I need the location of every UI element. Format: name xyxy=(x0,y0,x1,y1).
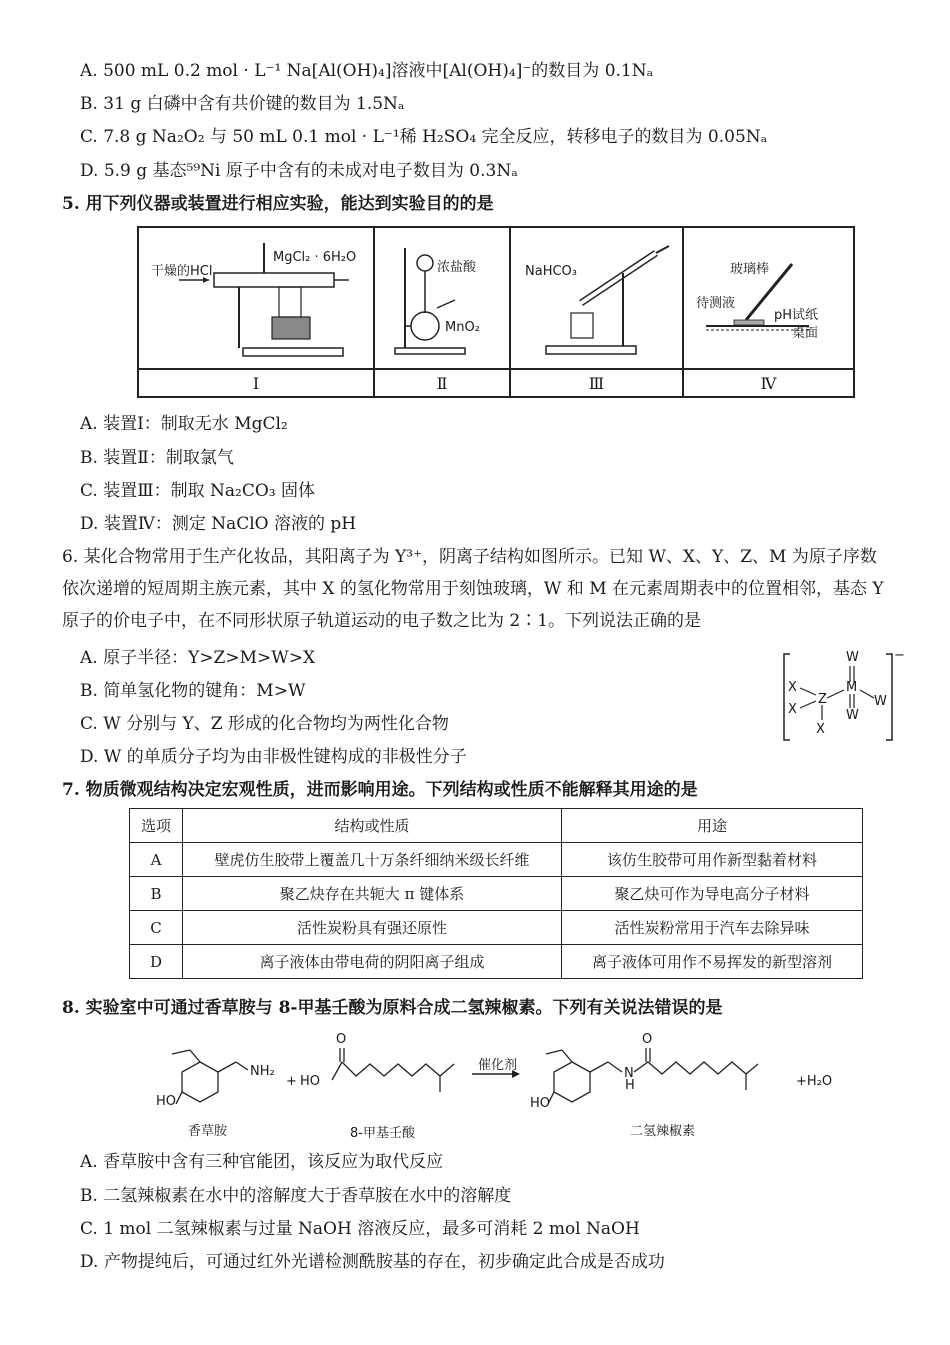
table-cell: A xyxy=(130,843,183,877)
q6-option-c: C. W 分别与 Y、Z 形成的化合物均为两性化合物 xyxy=(80,714,449,734)
label-nahco3: NaHCO₃ xyxy=(525,264,577,279)
atom-m: M xyxy=(846,680,858,695)
q6-stem: 6. 某化合物常用于生产化妆品，其阳离子为 Y³⁺，阴离子结构如图所示。已知 W、X、Y、Z、M 为原子序数依次递增的短周期主族元素，其中 X 的氢化物常用于刻蚀玻璃，W 和 M 在元素周期表中的位置相邻，基态 Y 原子的价电子中，在不同形状原子轨道运动的电子数之比为 2∶1。下列说法正确的是 xyxy=(62,547,884,631)
apparatus-iii xyxy=(511,228,684,368)
atom-x-bottom: X xyxy=(816,722,825,737)
label-water: +H₂O xyxy=(796,1074,833,1089)
atom-x-upper: X xyxy=(788,680,797,695)
q4-option-c: C. 7.8 g Na₂O₂ 与 50 mL 0.1 mol · L⁻¹稀 H₂SO₄ 完全反应，转移电子的数目为 0.05Nₐ xyxy=(80,127,768,147)
label-plus: + xyxy=(286,1074,297,1089)
q4-option-d: D. 5.9 g 基态⁵⁹Ni 原子中含有的未成对电子数目为 0.3Nₐ xyxy=(80,161,518,181)
atom-w-top: W xyxy=(846,650,859,665)
label-nh-h: H xyxy=(625,1078,635,1093)
numeral-iv: Ⅳ xyxy=(760,374,777,393)
label-nh2: NH₂ xyxy=(250,1064,275,1079)
label-glass-rod: 玻璃棒 xyxy=(730,262,770,277)
label-nh-n: N xyxy=(624,1066,634,1081)
label-ho-2: HO xyxy=(300,1074,321,1089)
label-ph-paper: pH试纸 xyxy=(774,308,819,323)
header-option: 选项 xyxy=(130,809,183,843)
name-vanillylamine: 香草胺 xyxy=(188,1124,228,1139)
anion-structure xyxy=(782,648,905,744)
q5-option-b: B. 装置Ⅱ：制取氯气 xyxy=(80,448,234,468)
q7-stem: 7. 物质微观结构决定宏观性质，进而影响用途。下列结构或性质不能解释其用途的是 xyxy=(62,780,698,800)
name-dihydrocapsaicin: 二氢辣椒素 xyxy=(630,1124,696,1139)
label-mno2: MnO₂ xyxy=(445,320,480,335)
table-cell: C xyxy=(130,911,183,945)
label-mgcl2: MgCl₂ · 6H₂O xyxy=(273,250,357,265)
label-conc-hcl: 浓盐酸 xyxy=(437,260,477,275)
table-cell: 聚乙炔可作为导电高分子材料 xyxy=(562,877,863,911)
q6-option-d: D. W 的单质分子均为由非极性键构成的非极性分子 xyxy=(80,747,467,767)
label-ho-3: HO xyxy=(530,1096,551,1111)
q4-option-a: A. 500 mL 0.2 mol · L⁻¹ Na[Al(OH)₄]溶液中[Al(OH)₄]⁻的数目为 0.1Nₐ xyxy=(80,61,654,81)
q8-option-a: A. 香草胺中含有三种官能团，该反应为取代反应 xyxy=(80,1152,444,1172)
label-catalyst: 催化剂 xyxy=(478,1058,518,1073)
q6-option-a: A. 原子半径：Y>Z>M>W>X xyxy=(80,648,316,668)
table-cell: D xyxy=(130,945,183,979)
q5-apparatus-table xyxy=(137,226,855,398)
atom-z: Z xyxy=(818,692,827,707)
q6-option-b: B. 简单氢化物的键角：M>W xyxy=(80,681,306,701)
header-structure: 结构或性质 xyxy=(183,809,562,843)
table-row xyxy=(130,877,863,911)
q8-option-b: B. 二氢辣椒素在水中的溶解度大于香草胺在水中的溶解度 xyxy=(80,1186,512,1206)
numeral-ii: Ⅱ xyxy=(375,370,511,398)
atom-x-lower: X xyxy=(788,702,797,717)
table-cell: 壁虎仿生胶带上覆盖几十万条纤细纳米级长纤维 xyxy=(183,843,562,877)
chlorine-generator-diagram xyxy=(375,228,507,364)
numeral-iii: Ⅲ xyxy=(511,370,684,398)
q8-stem: 8. 实验室中可通过香草胺与 8-甲基壬酸为原料合成二氢辣椒素。下列有关说法错误的是 xyxy=(62,998,723,1018)
label-test-liquid: 待测液 xyxy=(696,296,736,311)
apparatus-ii xyxy=(375,228,511,368)
label-dry-hcl: 干燥的HCl xyxy=(151,264,213,279)
reaction-scheme xyxy=(150,1032,850,1141)
q4-option-b: B. 31 g 白磷中含有共价键的数目为 1.5Nₐ xyxy=(80,94,405,114)
q5-option-c: C. 装置Ⅲ：制取 Na₂CO₃ 固体 xyxy=(80,481,315,501)
apparatus-i xyxy=(139,228,375,368)
table-cell: 该仿生胶带可用作新型黏着材料 xyxy=(562,843,863,877)
apparatus-iv xyxy=(684,228,853,368)
table-cell: 活性炭粉具有强还原性 xyxy=(183,911,562,945)
name-methylnonanoic-acid: 8-甲基壬酸 xyxy=(350,1126,415,1141)
tube-furnace-diagram xyxy=(139,228,371,364)
q8-option-c: C. 1 mol 二氢辣椒素与过量 NaOH 溶液反应，最多可消耗 2 mol NaOH xyxy=(80,1219,640,1239)
q5-stem: 5. 用下列仪器或装置进行相应实验，能达到实验目的的是 xyxy=(62,194,494,214)
table-cell: 活性炭粉常用于汽车去除异味 xyxy=(562,911,863,945)
header-usage: 用途 xyxy=(562,809,863,843)
label-table-surface: 桌面 xyxy=(792,326,819,341)
table-cell: 离子液体可用作不易挥发的新型溶剂 xyxy=(562,945,863,979)
reaction-structures xyxy=(150,1040,850,1120)
label-o-acid: O xyxy=(336,1032,347,1047)
table-row xyxy=(130,945,863,979)
label-o-amide: O xyxy=(642,1032,653,1047)
numeral-i: Ⅰ xyxy=(139,370,375,398)
anion-charge: − xyxy=(894,648,905,663)
table-cell: 聚乙炔存在共轭大 π 键体系 xyxy=(183,877,562,911)
table-cell: B xyxy=(130,877,183,911)
table-cell: 离子液体由带电荷的阴阳离子组成 xyxy=(183,945,562,979)
q7-table xyxy=(129,808,863,979)
table-row xyxy=(130,843,863,877)
q5-option-a: A. 装置Ⅰ：制取无水 MgCl₂ xyxy=(80,414,288,434)
table-header-row xyxy=(130,809,863,843)
label-ho-1: HO xyxy=(156,1094,177,1109)
atom-w-right: W xyxy=(874,694,887,709)
atom-w-bottom: W xyxy=(846,708,859,723)
table-row xyxy=(130,911,863,945)
q5-option-d: D. 装置Ⅳ：测定 NaClO 溶液的 pH xyxy=(80,514,357,534)
heating-tube-diagram xyxy=(511,228,680,364)
q8-option-d: D. 产物提纯后，可通过红外光谱检测酰胺基的存在，初步确定此合成是否成功 xyxy=(80,1252,665,1272)
